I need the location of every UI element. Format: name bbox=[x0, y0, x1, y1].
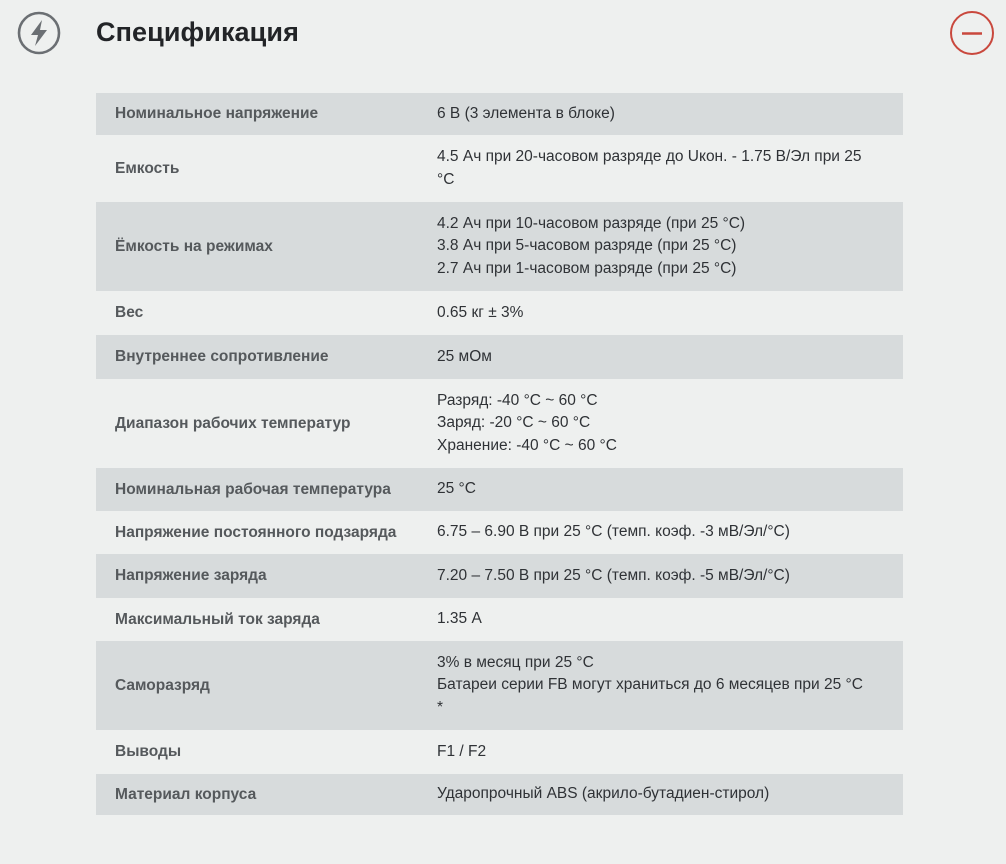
spec-label: Саморазряд bbox=[115, 676, 210, 694]
spec-value bbox=[419, 135, 903, 202]
spec-label: Напряжение постоянного подзаряда bbox=[115, 523, 397, 541]
spec-value-line: 6 В (3 элемента в блоке) bbox=[437, 104, 615, 122]
spec-value-line: Заряд: -20 °С ~ 60 °С bbox=[437, 414, 591, 432]
spec-value bbox=[419, 554, 903, 598]
spec-value-line: 4.2 Ач при 10-часовом разряде (при 25 °С) bbox=[437, 214, 746, 232]
spec-value bbox=[419, 93, 903, 135]
spec-row bbox=[96, 202, 903, 291]
spec-label: Диапазон рабочих температур bbox=[115, 414, 351, 432]
spec-value-line: Батареи серии FB могут храниться до 6 месяцев при 25 °С bbox=[437, 676, 863, 694]
spec-row bbox=[96, 379, 903, 468]
spec-value bbox=[419, 598, 903, 641]
spec-value-line: 6.75 – 6.90 В при 25 °С (темп. коэф. -3 мВ/Эл/°С) bbox=[437, 523, 790, 541]
spec-value-line: 3% в месяц при 25 °С bbox=[437, 653, 594, 671]
spec-value bbox=[419, 468, 903, 511]
spec-value-line: Ударопрочный ABS (акрило-бутадиен-стирол) bbox=[437, 785, 770, 803]
spec-row bbox=[96, 468, 903, 511]
spec-value-line: 7.20 – 7.50 В при 25 °С (темп. коэф. -5 мВ/Эл/°С) bbox=[437, 566, 790, 584]
spec-label: Номинальное напряжение bbox=[115, 105, 319, 122]
spec-value-line: 3.8 Ач при 5-часовом разряде (при 25 °С) bbox=[437, 237, 737, 255]
section-header bbox=[0, 0, 1006, 70]
spec-value bbox=[419, 379, 903, 468]
spec-value-line: 25 °С bbox=[437, 480, 476, 498]
spec-label: Номинальная рабочая температура bbox=[115, 480, 391, 498]
spec-row bbox=[96, 641, 903, 730]
spec-label: Внутреннее сопротивление bbox=[115, 348, 329, 365]
spec-value bbox=[419, 730, 903, 774]
spec-label: Емкость bbox=[115, 159, 180, 177]
spec-value bbox=[419, 641, 903, 730]
spec-value bbox=[419, 202, 903, 291]
spec-row bbox=[96, 774, 903, 815]
spec-value-line: 25 мОм bbox=[437, 347, 492, 365]
spec-row bbox=[96, 93, 903, 135]
spec-value-line: Разряд: -40 °С ~ 60 °С bbox=[437, 391, 598, 409]
spec-row bbox=[96, 135, 903, 202]
spec-row bbox=[96, 511, 903, 554]
spec-row bbox=[96, 554, 903, 598]
spec-value-line: * bbox=[437, 698, 444, 716]
spec-value-line: 0.65 кг ± 3% bbox=[437, 303, 524, 321]
spec-label: Выводы bbox=[115, 743, 182, 760]
spec-label: Вес bbox=[115, 304, 144, 321]
collapse-button[interactable] bbox=[948, 9, 996, 57]
spec-row bbox=[96, 291, 903, 335]
spec-value-line: °С bbox=[437, 170, 455, 188]
spec-value bbox=[419, 291, 903, 335]
spec-value bbox=[419, 335, 903, 379]
spec-value-line: F1 / F2 bbox=[437, 742, 487, 760]
spec-value-line: 1.35 А bbox=[437, 610, 482, 628]
spec-value bbox=[419, 774, 903, 815]
spec-value-line: 4.5 Ач при 20-часовом разряде до Uкон. - 1.75 В/Эл при 25 bbox=[437, 148, 862, 165]
spec-table bbox=[96, 93, 903, 815]
spec-label: Напряжение заряда bbox=[115, 567, 267, 584]
spec-value-line: Хранение: -40 °С ~ 60 °С bbox=[437, 436, 617, 454]
spec-label: Материал корпуса bbox=[115, 785, 257, 803]
spec-row bbox=[96, 335, 903, 379]
spec-value bbox=[419, 511, 903, 554]
minus-circle-icon bbox=[948, 9, 996, 57]
spec-label: Максимальный ток заряда bbox=[115, 610, 320, 628]
lightning-bolt-icon bbox=[17, 11, 61, 55]
spec-row bbox=[96, 598, 903, 641]
section-title: Спецификация bbox=[96, 17, 299, 47]
spec-label: Ёмкость на режимах bbox=[115, 237, 273, 255]
spec-row bbox=[96, 730, 903, 774]
spec-value-line: 2.7 Ач при 1-часовом разряде (при 25 °С) bbox=[437, 259, 737, 277]
